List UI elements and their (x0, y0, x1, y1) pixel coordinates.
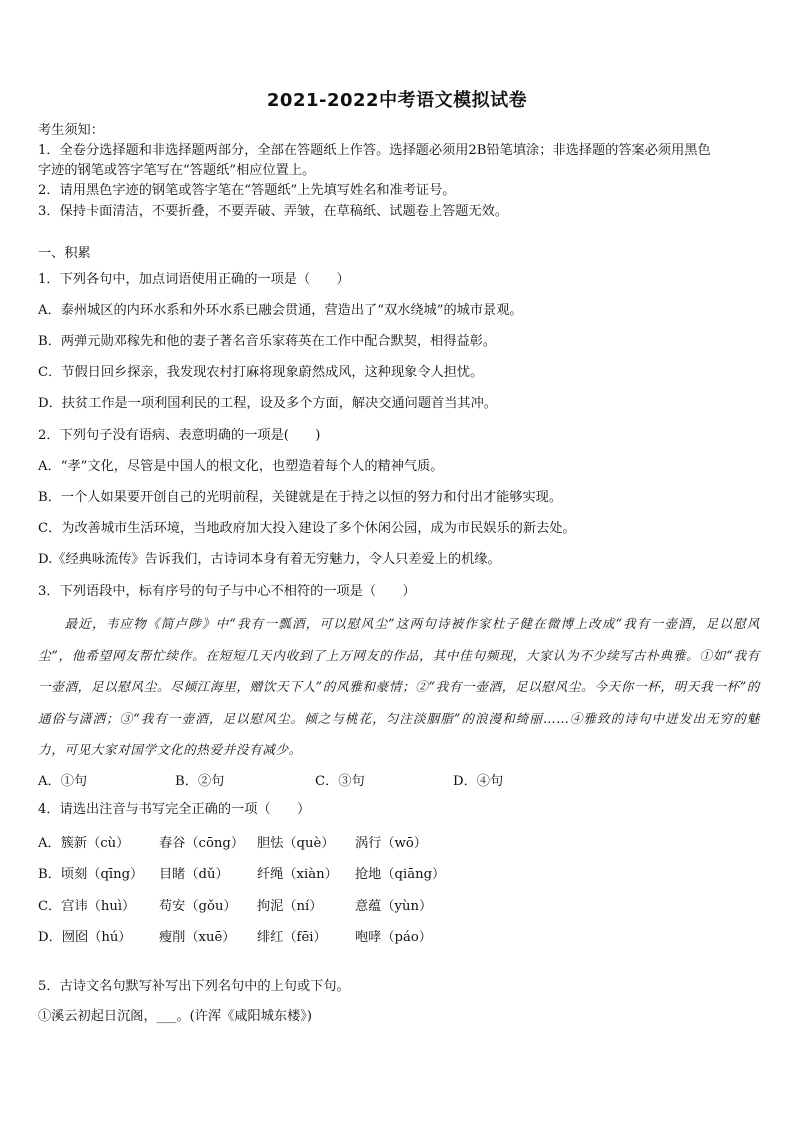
question-option: D．扶贫工作是一项利国利民的工程，设及多个方面，解决交通问题首当其冲。 (38, 396, 497, 411)
fill-in-line: ①溪云初起日沉阁，___。(许浑《咸阳城东楼》) (38, 1009, 313, 1024)
option-word: 春谷（cōng） (159, 836, 245, 851)
question-option: B．②句 (175, 774, 225, 789)
option-word: 拘泥（ní） (257, 899, 323, 914)
option-word: 抢地（qiāng） (355, 867, 446, 882)
question-option: B．一个人如果要开创自己的光明前程，关键就是在于持之以恒的努力和付出才能够实现。 (38, 490, 562, 505)
question-stem: 1．下列各句中，加点词语使用正确的一项是（ ） (38, 272, 350, 287)
notice-line: 2．请用黑色字迹的钢笔或答字笔在“答题纸”上先填写姓名和准考证号。 (38, 183, 456, 198)
section-heading: 一、积累 (38, 246, 91, 261)
option-word: 目睹（dǔ） (159, 867, 229, 882)
question-option: A．簇新（cù） (38, 836, 130, 851)
option-word: 意蕴（yùn） (355, 899, 433, 914)
passage (38, 608, 760, 766)
option-row (38, 863, 445, 882)
option-row (38, 926, 432, 945)
question-option: A．“孝”文化，尽管是中国人的根文化，也塑造着每个人的精神气质。 (38, 459, 444, 474)
option-word: 涡行（wō） (355, 836, 427, 851)
question-stem: 2．下列句子没有语病、表意明确的一项是( ) (38, 428, 321, 443)
question-option: D．④句 (453, 774, 504, 789)
question-stem: 5．古诗文名句默写补写出下列名句中的上句或下句。 (38, 979, 350, 994)
question-option: C．③句 (315, 774, 365, 789)
option-word: 苟安（gǒu） (159, 899, 237, 914)
question-option: A．泰州城区的内环水系和外环水系已融会贯通，营造出了“双水绕城”的城市景观。 (38, 303, 523, 318)
option-word: 绯红（fēi） (257, 930, 327, 945)
option-word: 纤绳（xiàn） (257, 867, 338, 882)
option-row (38, 770, 503, 789)
option-word: 瘦削（xuē） (159, 930, 236, 945)
option-row (38, 832, 427, 851)
question-option: C．节假日回乡探亲，我发现农村打麻将现象蔚然成风，这种现象令人担忧。 (38, 365, 484, 380)
option-word: 咆哮（páo） (355, 930, 432, 945)
question-option: D．囫囵（hú） (38, 930, 132, 945)
passage-text: 最近，韦应物《简卢陟》中“我有一瓢酒，可以慰风尘”这两句诗被作家杜子健在微博上改成“我有一壶酒，足以慰风尘”，他希望网友帮忙续作。在短短几天内收到了上万网友的作品，其中佳句频现，大家认为不少续写古朴典雅。①如“我有一壶酒，足以慰风尘。尽倾江海里，赠饮天下人”的风雅和豪情；②“我有一壶酒，足以慰风尘。今天你一杯，明天我一杯”的通俗与潇洒；③“我有一壶酒，足以慰风尘。倾之与桃花，匀注淡胭脂”的浪漫和绮丽……④雅致的诗句中迸发出无穷的魅力，可见大家对国学文化的热爱并没有减少。 (38, 616, 760, 757)
page-title: 2021-2022中考语文模拟试卷 (266, 90, 528, 111)
question-option: D.《经典咏流传》告诉我们，古诗词本身有着无穷魅力，令人只差爱上的机缘。 (38, 552, 501, 567)
notice-heading: 考生须知： (38, 123, 104, 138)
question-option: B．两弹元勋邓稼先和他的妻子著名音乐家蒋英在工作中配合默契，相得益彰。 (38, 334, 497, 349)
option-row (38, 895, 432, 914)
question-option: C．宫讳（huì） (38, 899, 136, 914)
question-option: B．顷刻（qīng） (38, 867, 144, 882)
question-option: A．①句 (38, 774, 88, 789)
question-stem: 3．下列语段中，标有序号的句子与中心不相符的一项是（ ） (38, 584, 416, 599)
question-stem: 4．请选出注音与书写完全正确的一项（ ） (38, 802, 311, 817)
notice-line: 3．保持卡面清洁，不要折叠，不要弄破、弄皱，在草稿纸、试题卷上答题无效。 (38, 204, 508, 219)
question-option: C．为改善城市生活环境，当地政府加大投入建设了多个休闲公园，成为市民娱乐的新去处。 (38, 521, 576, 536)
option-word: 胆怯（què） (257, 836, 335, 851)
notice-line: 1．全卷分选择题和非选择题两部分，全部在答题纸上作答。选择题必须用2B铅笔填涂；非选择题的答案必须用黑色 (38, 143, 711, 158)
notice-line: 字迹的钢笔或答字笔写在“答题纸”相应位置上。 (38, 163, 316, 178)
